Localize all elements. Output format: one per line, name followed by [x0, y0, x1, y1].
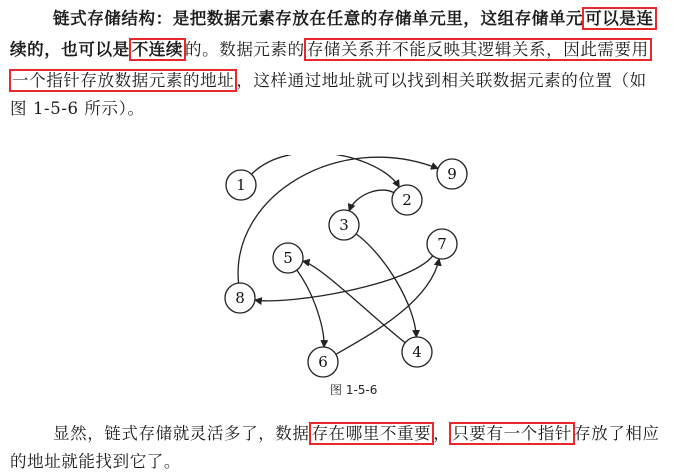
node-1-label: 1 — [236, 176, 246, 194]
node-4-label: 4 — [412, 343, 422, 361]
pointer-arrow-5-to-6 — [297, 270, 324, 347]
figure-reference-text: 图 1-5-6 所示）。 — [10, 99, 145, 118]
paragraph-2-line-2 — [10, 449, 181, 475]
node-8-label: 8 — [235, 289, 245, 307]
highlight-box-storage-relation: 存储关系并不能反映其逻辑关系，因此需要用 — [304, 38, 652, 61]
node-9-label: 9 — [447, 165, 457, 183]
linked-storage-diagram — [210, 155, 480, 380]
data-element-text: 的。数据元素的 — [185, 40, 305, 59]
stored-address-text: 存放了相应 — [574, 424, 660, 443]
pointer-arrow-4-to-5 — [303, 261, 406, 343]
node-1 — [226, 170, 256, 200]
node-2-label: 2 — [402, 191, 412, 209]
also-can-be-text: ，也可以是 — [44, 40, 130, 59]
node-5-label: 5 — [283, 249, 293, 267]
find-it-text: 的地址就能找到它了。 — [10, 452, 181, 471]
node-2 — [392, 185, 422, 215]
node-5 — [273, 243, 303, 273]
node-7-label: 7 — [437, 235, 447, 253]
continuous-text: 续的 — [10, 40, 45, 59]
highlight-box-location-unimportant: 存在哪里不重要 — [309, 422, 435, 445]
node-6 — [308, 347, 338, 377]
pointer-arrow-3-to-4 — [356, 234, 416, 337]
paragraph-2-line-1 — [53, 421, 660, 447]
highlight-box-pointer-address: 一个指针存放数据元素的地址 — [9, 69, 237, 92]
pointer-arrow-2-to-3 — [349, 190, 394, 211]
highlight-box-one-pointer: 只要有一个指针 — [449, 422, 575, 445]
node-9 — [437, 159, 467, 189]
paragraph-1-line-2 — [10, 37, 651, 63]
highlight-box-can-be-continuous: 可以是连 — [582, 7, 656, 30]
figure-caption: 图 1-5-6 — [330, 383, 378, 397]
paragraph-1-line-4 — [10, 96, 145, 122]
comma-text: ， — [433, 424, 451, 443]
definition-text: 链式存储结构：是把数据元素存放在任意的存储单元里，这组存储单元 — [53, 9, 584, 28]
node-8 — [225, 283, 255, 313]
flexible-storage-text: 显然，链式存储就灵活多了，数据 — [53, 424, 310, 443]
paragraph-1-line-1 — [53, 6, 656, 32]
highlight-box-not-continuous: 不连续 — [129, 38, 186, 61]
data-element-nodes — [225, 159, 467, 377]
node-3-label: 3 — [339, 216, 349, 234]
node-4 — [402, 337, 432, 367]
node-7 — [427, 229, 457, 259]
address-lookup-text: ，这样通过地址就可以找到相关联数据元素的位置（如 — [236, 71, 647, 90]
paragraph-1-line-3 — [10, 68, 647, 94]
node-3 — [329, 210, 359, 240]
pointer-arrow-1-to-2 — [251, 155, 399, 187]
node-6-label: 6 — [318, 353, 328, 371]
